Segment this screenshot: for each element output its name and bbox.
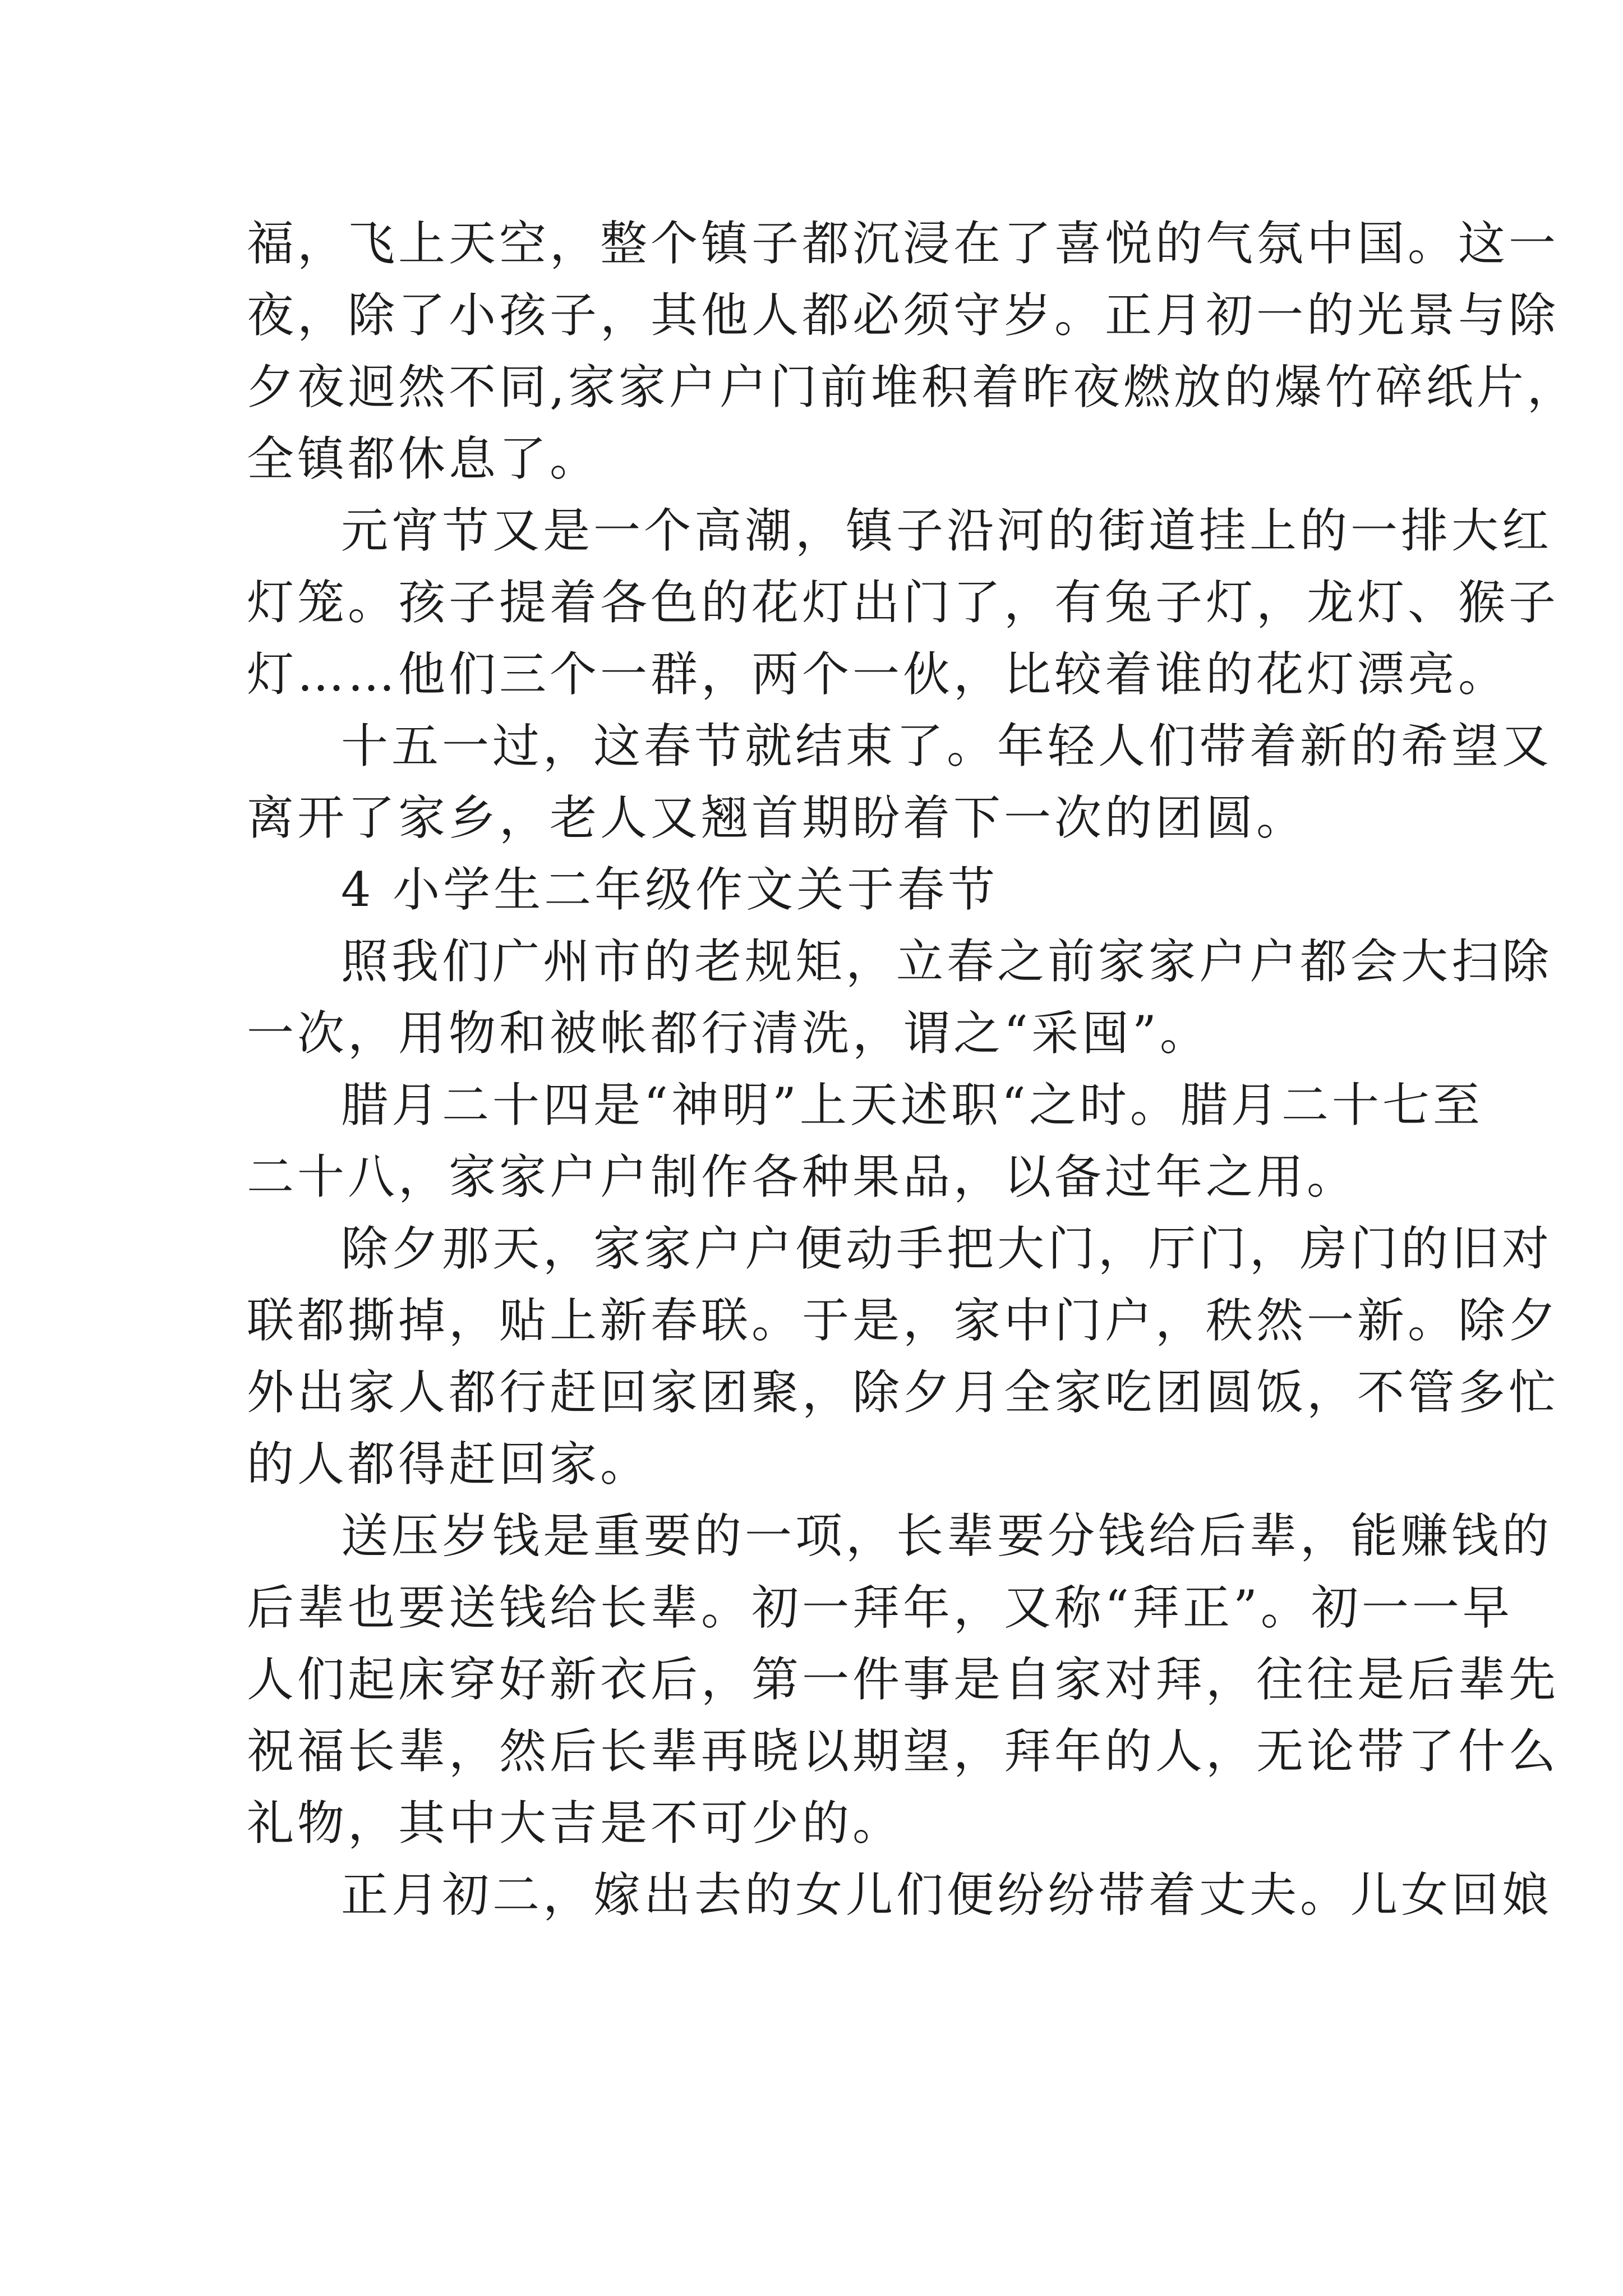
text-line: 腊月二十四是“神明”上天述职“之时。腊月二十七至	[341, 1078, 1483, 1133]
text-line: 离开了家乡，老人又翘首期盼着下一次的团圆。	[247, 790, 1307, 845]
heading-line: 4 小学生二年级作文关于春节	[341, 862, 999, 917]
text-line: 二十八，家家户户制作各种果品，以备过年之用。	[247, 1149, 1358, 1204]
text-line: 正月初二，嫁出去的女儿们便纷纷带着丈夫。儿女回娘	[341, 1867, 1553, 1922]
paragraph-9	[247, 1859, 1553, 1931]
text-line: 照我们广州市的老规矩，立春之前家家户户都会大扫除	[341, 934, 1553, 989]
text-line: 灯……他们三个一群，两个一伙，比较着谁的花灯漂亮。	[247, 647, 1509, 702]
text-line: 人们起床穿好新衣后，第一件事是自家对拜，往往是后辈先	[247, 1652, 1560, 1707]
text-line: 送压岁钱是重要的一项，长辈要分钱给后辈，能赚钱的	[341, 1508, 1553, 1563]
text-line: 联都撕掉，贴上新春联。于是，家中门户，秩然一新。除夕	[247, 1293, 1560, 1348]
text-line: 全镇都休息了。	[247, 431, 601, 486]
section-heading	[247, 854, 1391, 926]
text-line: 十五一过，这春节就结束了。年轻人们带着新的希望又	[341, 719, 1553, 774]
paragraph-2	[247, 495, 1560, 710]
text-line: 外出家人都行赶回家团聚，除夕月全家吃团圆饭，不管多忙	[247, 1365, 1560, 1420]
text-line: 礼物，其中大吉是不可少的。	[247, 1796, 903, 1851]
paragraph-8	[247, 1500, 1560, 1859]
text-line: 夜，除了小孩子，其他人都必须守岁。正月初一的光景与除	[247, 288, 1560, 343]
text-line: 除夕那天，家家户户便动手把大门，厅门，房门的旧对	[341, 1221, 1553, 1276]
paragraph-5	[247, 926, 1553, 1069]
text-line: 祝福长辈，然后长辈再晓以期望，拜年的人，无论带了什么	[247, 1724, 1560, 1779]
text-line: 灯笼。孩子提着各色的花灯出门了，有兔子灯，龙灯、猴子	[247, 575, 1560, 630]
paragraph-7	[247, 1213, 1560, 1500]
document-body	[247, 208, 1578, 1931]
text-line: 后辈也要送钱给长辈。初一拜年，又称“拜正”。初一一早	[247, 1580, 1513, 1635]
text-line: 一次，用物和被帐都行清洗，谓之“采囤”。	[247, 1006, 1210, 1061]
paragraph-6	[247, 1069, 1483, 1213]
text-line: 的人都得赶回家。	[247, 1437, 651, 1492]
paragraph-3	[247, 710, 1553, 854]
text-line: 元宵节又是一个高潮，镇子沿河的街道挂上的一排大红	[341, 503, 1553, 558]
text-line: 福，飞上天空，整个镇子都沉浸在了喜悦的气氛中国。这一	[247, 216, 1560, 271]
text-line: 夕夜迥然不同,家家户户门前堆积着昨夜燃放的爆竹碎纸片，	[247, 360, 1578, 415]
paragraph-1	[247, 208, 1578, 495]
